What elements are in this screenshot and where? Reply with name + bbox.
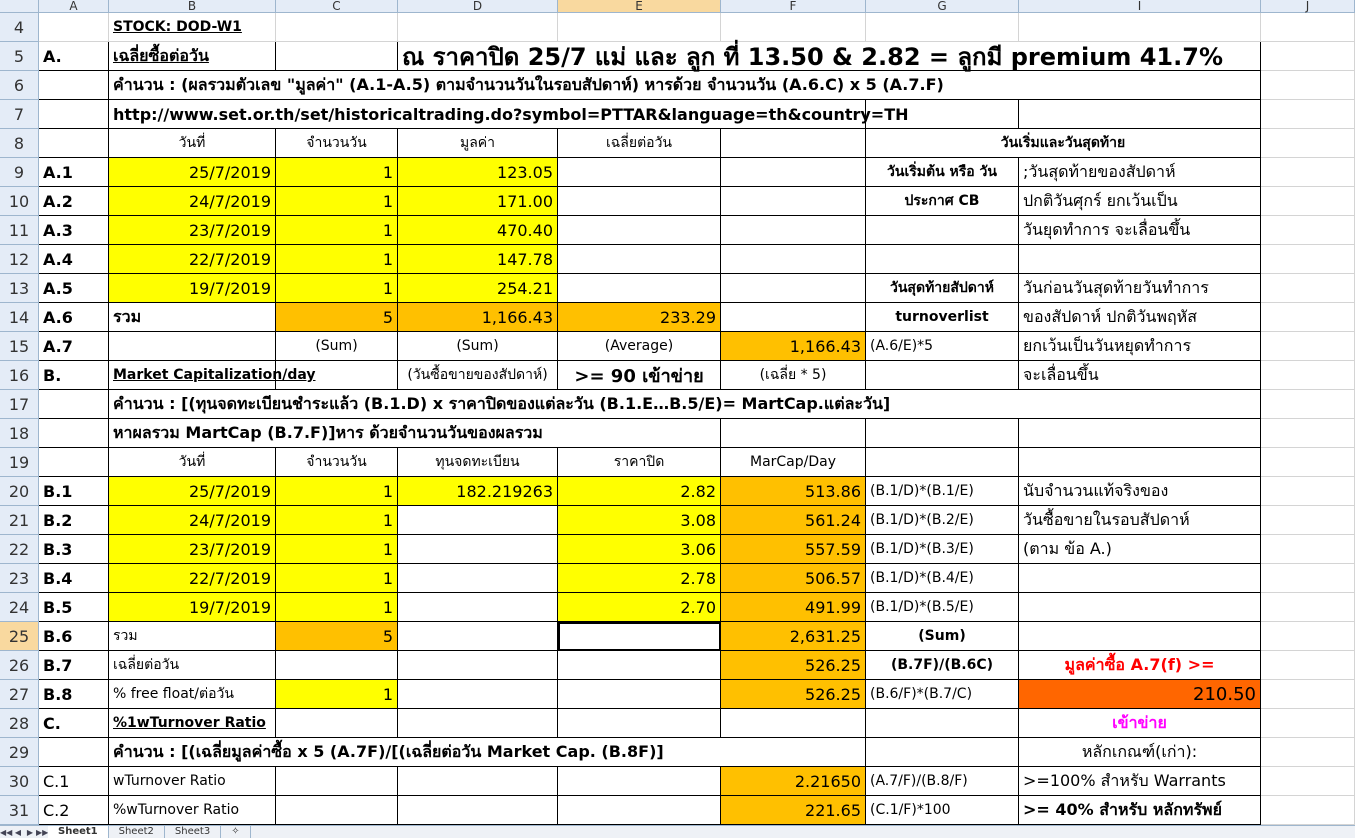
cell-f16[interactable]: (เฉลี่ย * 5) bbox=[721, 361, 866, 390]
cell-c28[interactable] bbox=[276, 709, 398, 738]
cell-g16[interactable] bbox=[866, 361, 1019, 390]
select-all-corner[interactable] bbox=[0, 0, 39, 13]
cell-i23[interactable] bbox=[1019, 564, 1261, 593]
cell-d26[interactable] bbox=[398, 651, 558, 680]
cell-d24[interactable] bbox=[398, 593, 558, 622]
cell-a24[interactable]: B.5 bbox=[39, 593, 109, 622]
cell-a26[interactable]: B.7 bbox=[39, 651, 109, 680]
cell-g23[interactable]: (B.1/D)*(B.4/E) bbox=[866, 564, 1019, 593]
cell-g15[interactable]: (A.6/E)*5 bbox=[866, 332, 1019, 361]
cell-g31[interactable]: (C.1/F)*100 bbox=[866, 796, 1019, 825]
cell-d12[interactable]: 147.78 bbox=[398, 245, 558, 274]
cell-d19[interactable]: ทุนจดทะเบียน bbox=[398, 448, 558, 477]
cell-j12[interactable] bbox=[1261, 245, 1355, 274]
cell-c19[interactable]: จำนวนวัน bbox=[276, 448, 398, 477]
cell-i26[interactable]: มูลค่าซื้อ A.7(f) >= bbox=[1019, 651, 1261, 680]
cell-i12[interactable] bbox=[1019, 245, 1261, 274]
cell-b28[interactable]: %1wTurnover Ratio bbox=[109, 709, 276, 738]
cell-e9[interactable] bbox=[558, 158, 721, 187]
cell-d14[interactable]: 1,166.43 bbox=[398, 303, 558, 332]
cell-d11[interactable]: 470.40 bbox=[398, 216, 558, 245]
cell-f23[interactable]: 506.57 bbox=[721, 564, 866, 593]
cell-c25[interactable]: 5 bbox=[276, 622, 398, 651]
cell-j8[interactable] bbox=[1261, 129, 1355, 158]
row-header-23[interactable]: 23 bbox=[0, 564, 39, 593]
cell-b31[interactable]: %wTurnover Ratio bbox=[109, 796, 276, 825]
cell-g19[interactable] bbox=[866, 448, 1019, 477]
cell-g11[interactable] bbox=[866, 216, 1019, 245]
cell-e23[interactable]: 2.78 bbox=[558, 564, 721, 593]
last-sheet-arrow-icon[interactable]: ▶▶ bbox=[36, 827, 49, 837]
cell-e12[interactable] bbox=[558, 245, 721, 274]
cell-f21[interactable]: 561.24 bbox=[721, 506, 866, 535]
cell-a29[interactable] bbox=[39, 738, 109, 767]
cell-b10[interactable]: 24/7/2019 bbox=[109, 187, 276, 216]
cell-j20[interactable] bbox=[1261, 477, 1355, 506]
row-header-8[interactable]: 8 bbox=[0, 129, 39, 158]
cell-e13[interactable] bbox=[558, 274, 721, 303]
cell-a21[interactable]: B.2 bbox=[39, 506, 109, 535]
cell-g21[interactable]: (B.1/D)*(B.2/E) bbox=[866, 506, 1019, 535]
column-header-b[interactable]: B bbox=[109, 0, 276, 13]
cell-c13[interactable]: 1 bbox=[276, 274, 398, 303]
row-header-15[interactable]: 15 bbox=[0, 332, 39, 361]
cell-a12[interactable]: A.4 bbox=[39, 245, 109, 274]
cell-j6[interactable] bbox=[1261, 71, 1355, 100]
cell-b23[interactable]: 22/7/2019 bbox=[109, 564, 276, 593]
cell-g22[interactable]: (B.1/D)*(B.3/E) bbox=[866, 535, 1019, 564]
cell-b5[interactable]: เฉลี่ยซื้อต่อวัน bbox=[109, 42, 276, 71]
cell-c27[interactable]: 1 bbox=[276, 680, 398, 709]
cell-a14[interactable]: A.6 bbox=[39, 303, 109, 332]
cell-f11[interactable] bbox=[721, 216, 866, 245]
row-header-14[interactable]: 14 bbox=[0, 303, 39, 332]
cell-a31[interactable]: C.2 bbox=[39, 796, 109, 825]
row-header-4[interactable]: 4 bbox=[0, 13, 39, 42]
cell-i11[interactable]: วันยุดทำการ จะเลื่อนขึ้น bbox=[1019, 216, 1261, 245]
cell-f30[interactable]: 2.21650 bbox=[721, 767, 866, 796]
cell-c26[interactable] bbox=[276, 651, 398, 680]
cell-g26[interactable]: (B.7F)/(B.6C) bbox=[866, 651, 1019, 680]
cell-b22[interactable]: 23/7/2019 bbox=[109, 535, 276, 564]
cell-b6[interactable]: คำนวน : (ผลรวมตัวเลข "มูลค่า" (A.1-A.5) ตามจำนวนวันในรอบสัปดาห์) หารด้วย จำนวนวัน (A.6.C) x 5 (A.7.F) bbox=[109, 71, 1261, 100]
cell-a13[interactable]: A.5 bbox=[39, 274, 109, 303]
cell-g9[interactable]: วันเริ่มต้น หรือ วัน bbox=[866, 158, 1019, 187]
cell-i7[interactable] bbox=[1019, 100, 1261, 129]
cell-j28[interactable] bbox=[1261, 709, 1355, 738]
row-header-10[interactable]: 10 bbox=[0, 187, 39, 216]
cell-c5[interactable] bbox=[276, 42, 398, 71]
cell-b12[interactable]: 22/7/2019 bbox=[109, 245, 276, 274]
cell-g8[interactable]: วันเริ่มและวันสุดท้าย bbox=[866, 129, 1261, 158]
cell-b7[interactable]: http://www.set.or.th/set/historicaltrading.do?symbol=PTTAR&language=th&country=TH bbox=[109, 100, 866, 129]
cell-a20[interactable]: B.1 bbox=[39, 477, 109, 506]
cell-a17[interactable] bbox=[39, 390, 109, 419]
tab-sheet1[interactable]: Sheet1 bbox=[48, 826, 109, 838]
cell-b27[interactable]: % free float/ต่อวัน bbox=[109, 680, 276, 709]
row-header-30[interactable]: 30 bbox=[0, 767, 39, 796]
row-header-22[interactable]: 22 bbox=[0, 535, 39, 564]
cell-f13[interactable] bbox=[721, 274, 866, 303]
cell-b16[interactable]: Market Capitalization/day bbox=[109, 361, 276, 390]
cell-b8[interactable]: วันที่ bbox=[109, 129, 276, 158]
cell-a6[interactable] bbox=[39, 71, 109, 100]
cell-a7[interactable] bbox=[39, 100, 109, 129]
prev-sheet-arrow-icon[interactable]: ◀ bbox=[14, 827, 22, 837]
tab-sheet3[interactable]: Sheet3 bbox=[165, 826, 221, 838]
cell-j24[interactable] bbox=[1261, 593, 1355, 622]
cell-d15[interactable]: (Sum) bbox=[398, 332, 558, 361]
cell-j27[interactable] bbox=[1261, 680, 1355, 709]
cell-i18[interactable] bbox=[1019, 419, 1261, 448]
cell-f15[interactable]: 1,166.43 bbox=[721, 332, 866, 361]
row-header-25[interactable]: 25 bbox=[0, 622, 39, 651]
cell-i22[interactable]: (ตาม ข้อ A.) bbox=[1019, 535, 1261, 564]
cell-a22[interactable]: B.3 bbox=[39, 535, 109, 564]
cell-a16[interactable]: B. bbox=[39, 361, 109, 390]
cell-c16[interactable] bbox=[276, 361, 398, 390]
cell-i16[interactable]: จะเลื่อนขึ้น bbox=[1019, 361, 1261, 390]
cell-e8[interactable]: เฉลี่ยต่อวัน bbox=[558, 129, 721, 158]
cell-d27[interactable] bbox=[398, 680, 558, 709]
cell-b9[interactable]: 25/7/2019 bbox=[109, 158, 276, 187]
cell-e14[interactable]: 233.29 bbox=[558, 303, 721, 332]
column-header-j[interactable]: J bbox=[1261, 0, 1355, 13]
cell-b19[interactable]: วันที่ bbox=[109, 448, 276, 477]
cell-j17[interactable] bbox=[1261, 390, 1355, 419]
cell-b15[interactable] bbox=[109, 332, 276, 361]
cell-b30[interactable]: wTurnover Ratio bbox=[109, 767, 276, 796]
row-header-27[interactable]: 27 bbox=[0, 680, 39, 709]
cell-g10[interactable]: ประกาศ CB bbox=[866, 187, 1019, 216]
row-header-9[interactable]: 9 bbox=[0, 158, 39, 187]
cell-g20[interactable]: (B.1/D)*(B.1/E) bbox=[866, 477, 1019, 506]
cell-b29[interactable]: คำนวน : [(เฉลี่ยมูลค่าซื้อ x 5 (A.7F)/[(เฉลี่ยต่อวัน Market Cap. (B.8F)] bbox=[109, 738, 866, 767]
cell-e22[interactable]: 3.06 bbox=[558, 535, 721, 564]
cell-g28[interactable] bbox=[866, 709, 1019, 738]
row-header-31[interactable]: 31 bbox=[0, 796, 39, 825]
cell-a30[interactable]: C.1 bbox=[39, 767, 109, 796]
cell-e10[interactable] bbox=[558, 187, 721, 216]
cell-d21[interactable] bbox=[398, 506, 558, 535]
cell-i20[interactable]: นับจำนวนแท้จริงของ bbox=[1019, 477, 1261, 506]
cell-j23[interactable] bbox=[1261, 564, 1355, 593]
column-header-e[interactable]: E bbox=[558, 0, 721, 13]
cell-a10[interactable]: A.2 bbox=[39, 187, 109, 216]
cell-f18[interactable] bbox=[721, 419, 866, 448]
cell-d23[interactable] bbox=[398, 564, 558, 593]
cell-d28[interactable] bbox=[398, 709, 558, 738]
row-header-6[interactable]: 6 bbox=[0, 71, 39, 100]
cell-i10[interactable]: ปกติวันศุกร์ ยกเว้นเป็น bbox=[1019, 187, 1261, 216]
cell-i14[interactable]: ของสัปดาห์ ปกติวันพฤหัส bbox=[1019, 303, 1261, 332]
cell-e31[interactable] bbox=[558, 796, 721, 825]
cell-j11[interactable] bbox=[1261, 216, 1355, 245]
row-header-24[interactable]: 24 bbox=[0, 593, 39, 622]
insert-sheet-icon[interactable]: ✧ bbox=[221, 826, 250, 838]
cell-i9[interactable]: ;วันสุดท้ายของสัปดาห์ bbox=[1019, 158, 1261, 187]
column-header-f[interactable]: F bbox=[721, 0, 866, 13]
cell-g25[interactable]: (Sum) bbox=[866, 622, 1019, 651]
cell-e11[interactable] bbox=[558, 216, 721, 245]
cell-j31[interactable] bbox=[1261, 796, 1355, 825]
cell-j18[interactable] bbox=[1261, 419, 1355, 448]
cell-d30[interactable] bbox=[398, 767, 558, 796]
cell-f12[interactable] bbox=[721, 245, 866, 274]
cell-i19[interactable] bbox=[1019, 448, 1261, 477]
cell-f20[interactable]: 513.86 bbox=[721, 477, 866, 506]
cell-d9[interactable]: 123.05 bbox=[398, 158, 558, 187]
cell-c23[interactable]: 1 bbox=[276, 564, 398, 593]
cell-c15[interactable]: (Sum) bbox=[276, 332, 398, 361]
cell-j16[interactable] bbox=[1261, 361, 1355, 390]
cell-d25[interactable] bbox=[398, 622, 558, 651]
cell-j10[interactable] bbox=[1261, 187, 1355, 216]
cell-i29[interactable]: หลักเกณฑ์(เก่า): bbox=[1019, 738, 1261, 767]
cell-e15[interactable]: (Average) bbox=[558, 332, 721, 361]
cell-g24[interactable]: (B.1/D)*(B.5/E) bbox=[866, 593, 1019, 622]
cell-j13[interactable] bbox=[1261, 274, 1355, 303]
cell-d10[interactable]: 171.00 bbox=[398, 187, 558, 216]
cell-f9[interactable] bbox=[721, 158, 866, 187]
cell-i24[interactable] bbox=[1019, 593, 1261, 622]
cell-a15[interactable]: A.7 bbox=[39, 332, 109, 361]
row-header-28[interactable]: 28 bbox=[0, 709, 39, 738]
row-header-11[interactable]: 11 bbox=[0, 216, 39, 245]
cell-e24[interactable]: 2.70 bbox=[558, 593, 721, 622]
cell-b24[interactable]: 19/7/2019 bbox=[109, 593, 276, 622]
cell-a19[interactable] bbox=[39, 448, 109, 477]
cell-g7[interactable] bbox=[866, 100, 1019, 129]
cell-b11[interactable]: 23/7/2019 bbox=[109, 216, 276, 245]
row-header-16[interactable]: 16 bbox=[0, 361, 39, 390]
cell-j19[interactable] bbox=[1261, 448, 1355, 477]
cell-e27[interactable] bbox=[558, 680, 721, 709]
cell-g18[interactable] bbox=[866, 419, 1019, 448]
cell-i13[interactable]: วันก่อนวันสุดท้ายวันทำการ bbox=[1019, 274, 1261, 303]
cell-d31[interactable] bbox=[398, 796, 558, 825]
cell-b18[interactable]: หาผลรวม MartCap (B.7.F)]หาร ด้วยจำนวนวันของผลรวม bbox=[109, 419, 721, 448]
cell-f26[interactable]: 526.25 bbox=[721, 651, 866, 680]
cell-g12[interactable] bbox=[866, 245, 1019, 274]
cell-c30[interactable] bbox=[276, 767, 398, 796]
cell-c24[interactable]: 1 bbox=[276, 593, 398, 622]
cell-b20[interactable]: 25/7/2019 bbox=[109, 477, 276, 506]
cell-f19[interactable]: MarCap/Day bbox=[721, 448, 866, 477]
cell-f14[interactable] bbox=[721, 303, 866, 332]
cell-a8[interactable] bbox=[39, 129, 109, 158]
cell-f28[interactable] bbox=[721, 709, 866, 738]
cell-c11[interactable]: 1 bbox=[276, 216, 398, 245]
cell-i15[interactable]: ยกเว้นเป็นวันหยุดทำการ bbox=[1019, 332, 1261, 361]
cell-d13[interactable]: 254.21 bbox=[398, 274, 558, 303]
cell-c21[interactable]: 1 bbox=[276, 506, 398, 535]
row-header-12[interactable]: 12 bbox=[0, 245, 39, 274]
cell-b17[interactable]: คำนวน : [(ทุนจดทะเบียนชำระแล้ว (B.1.D) x ราคาปิดของแต่ละวัน (B.1.E…B.5/E)= MartCap.แต่ละวัน] bbox=[109, 390, 1261, 419]
cell-c20[interactable]: 1 bbox=[276, 477, 398, 506]
cell-e20[interactable]: 2.82 bbox=[558, 477, 721, 506]
cell-b14[interactable]: รวม bbox=[109, 303, 276, 332]
cell-i21[interactable]: วันซื้อขายในรอบสัปดาห์ bbox=[1019, 506, 1261, 535]
cell-f25[interactable]: 2,631.25 bbox=[721, 622, 866, 651]
next-sheet-arrow-icon[interactable]: ▶ bbox=[26, 827, 34, 837]
cell-f27[interactable]: 526.25 bbox=[721, 680, 866, 709]
cell-g30[interactable]: (A.7/F)/(B.8/F) bbox=[866, 767, 1019, 796]
cell-g27[interactable]: (B.6/F)*(B.7/C) bbox=[866, 680, 1019, 709]
cell-c12[interactable]: 1 bbox=[276, 245, 398, 274]
column-header-i[interactable]: I bbox=[1019, 0, 1261, 13]
cell-d16[interactable]: (วันซื้อขายของสัปดาห์) bbox=[398, 361, 558, 390]
cell-a11[interactable]: A.3 bbox=[39, 216, 109, 245]
cell-a23[interactable]: B.4 bbox=[39, 564, 109, 593]
cell-a27[interactable]: B.8 bbox=[39, 680, 109, 709]
cell-i25[interactable] bbox=[1019, 622, 1261, 651]
cell-i31[interactable]: >= 40% สำหรับ หลักทรัพย์ bbox=[1019, 796, 1261, 825]
cell-j22[interactable] bbox=[1261, 535, 1355, 564]
cell-j25[interactable] bbox=[1261, 622, 1355, 651]
cell-a9[interactable]: A.1 bbox=[39, 158, 109, 187]
cell-b21[interactable]: 24/7/2019 bbox=[109, 506, 276, 535]
cell-d20[interactable]: 182.219263 bbox=[398, 477, 558, 506]
cell-d5[interactable]: ณ ราคาปิด 25/7 แม่ และ ลูก ที่ 13.50 & 2.82 = ลูกมี premium 41.7% bbox=[398, 42, 1261, 71]
cell-d8[interactable]: มูลค่า bbox=[398, 129, 558, 158]
cell-c4[interactable] bbox=[276, 13, 398, 42]
cell-e28[interactable] bbox=[558, 709, 721, 738]
cell-e25[interactable] bbox=[558, 622, 721, 651]
cell-e16[interactable]: >= 90 เข้าข่าย bbox=[558, 361, 721, 390]
cell-a4[interactable] bbox=[39, 13, 109, 42]
cell-j21[interactable] bbox=[1261, 506, 1355, 535]
cell-j7[interactable] bbox=[1261, 100, 1355, 129]
cell-i28[interactable]: เข้าข่าย bbox=[1019, 709, 1261, 738]
cell-b4[interactable]: STOCK: DOD-W1 bbox=[109, 13, 276, 42]
cell-f8[interactable] bbox=[721, 129, 866, 158]
cell-e19[interactable]: ราคาปิด bbox=[558, 448, 721, 477]
cell-c14[interactable]: 5 bbox=[276, 303, 398, 332]
cell-c22[interactable]: 1 bbox=[276, 535, 398, 564]
row-header-21[interactable]: 21 bbox=[0, 506, 39, 535]
cell-j15[interactable] bbox=[1261, 332, 1355, 361]
cell-e30[interactable] bbox=[558, 767, 721, 796]
column-header-d[interactable]: D bbox=[398, 0, 558, 13]
cell-j14[interactable] bbox=[1261, 303, 1355, 332]
cell-g29[interactable] bbox=[866, 738, 1019, 767]
cell-g13[interactable]: วันสุดท้ายสัปดาห์ bbox=[866, 274, 1019, 303]
cell-f31[interactable]: 221.65 bbox=[721, 796, 866, 825]
row-header-5[interactable]: 5 bbox=[0, 42, 39, 71]
column-header-g[interactable]: G bbox=[866, 0, 1019, 13]
cell-e26[interactable] bbox=[558, 651, 721, 680]
row-header-13[interactable]: 13 bbox=[0, 274, 39, 303]
row-header-18[interactable]: 18 bbox=[0, 419, 39, 448]
row-header-29[interactable]: 29 bbox=[0, 738, 39, 767]
cell-i27[interactable]: 210.50 bbox=[1019, 680, 1261, 709]
cell-e21[interactable]: 3.08 bbox=[558, 506, 721, 535]
cell-j30[interactable] bbox=[1261, 767, 1355, 796]
cell-g14[interactable]: turnoverlist bbox=[866, 303, 1019, 332]
cell-a28[interactable]: C. bbox=[39, 709, 109, 738]
cell-c10[interactable]: 1 bbox=[276, 187, 398, 216]
first-sheet-arrow-icon[interactable]: ◀◀ bbox=[0, 827, 13, 837]
cell-j26[interactable] bbox=[1261, 651, 1355, 680]
row-header-20[interactable]: 20 bbox=[0, 477, 39, 506]
cell-j29[interactable] bbox=[1261, 738, 1355, 767]
tab-sheet2[interactable]: Sheet2 bbox=[109, 826, 165, 838]
cell-f22[interactable]: 557.59 bbox=[721, 535, 866, 564]
cell-c31[interactable] bbox=[276, 796, 398, 825]
cell-a5[interactable]: A. bbox=[39, 42, 109, 71]
column-header-a[interactable]: A bbox=[39, 0, 109, 13]
column-header-c[interactable]: C bbox=[276, 0, 398, 13]
cell-a18[interactable] bbox=[39, 419, 109, 448]
cell-j4[interactable] bbox=[1261, 13, 1355, 42]
cell-b26[interactable]: เฉลี่ยต่อวัน bbox=[109, 651, 276, 680]
cell-i30[interactable]: >=100% สำหรับ Warrants bbox=[1019, 767, 1261, 796]
cell-j5[interactable] bbox=[1261, 42, 1355, 71]
cell-a25[interactable]: B.6 bbox=[39, 622, 109, 651]
cell-b25[interactable]: รวม bbox=[109, 622, 276, 651]
sheet-tab-bar bbox=[0, 825, 1355, 838]
row-header-7[interactable]: 7 bbox=[0, 100, 39, 129]
cell-f10[interactable] bbox=[721, 187, 866, 216]
cell-f24[interactable]: 491.99 bbox=[721, 593, 866, 622]
row-header-26[interactable]: 26 bbox=[0, 651, 39, 680]
cell-b13[interactable]: 19/7/2019 bbox=[109, 274, 276, 303]
row-header-19[interactable]: 19 bbox=[0, 448, 39, 477]
cell-d22[interactable] bbox=[398, 535, 558, 564]
row-header-17[interactable]: 17 bbox=[0, 390, 39, 419]
cell-c8[interactable]: จำนวนวัน bbox=[276, 129, 398, 158]
cell-j9[interactable] bbox=[1261, 158, 1355, 187]
cell-c9[interactable]: 1 bbox=[276, 158, 398, 187]
